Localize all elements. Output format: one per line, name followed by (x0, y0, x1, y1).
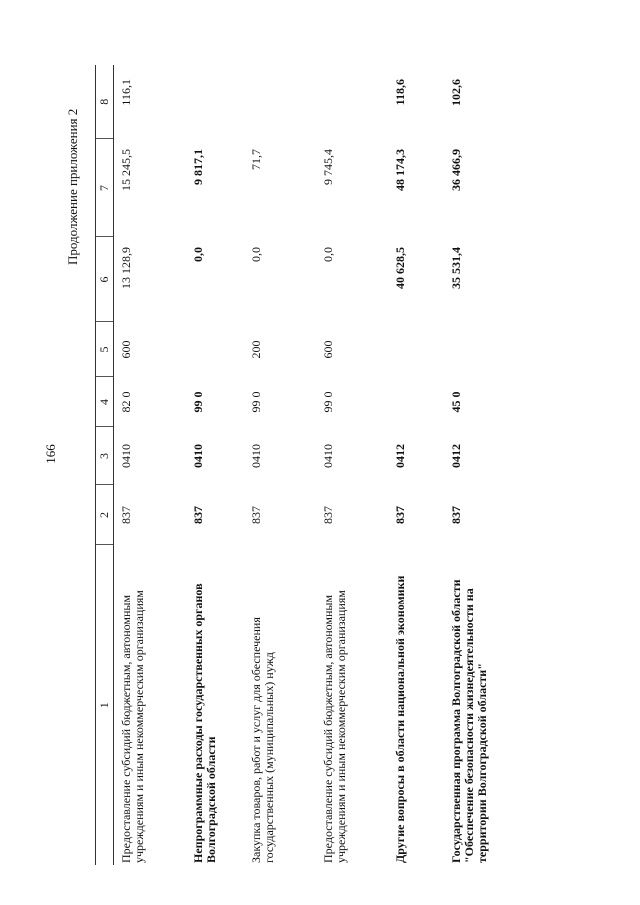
col-header-6: 6 (96, 237, 114, 322)
cell-plan: 35 531,4 (448, 247, 463, 289)
cell-section-code: 0412 (448, 444, 463, 468)
cell-actual: 15 245,5 (119, 149, 133, 191)
cell-expense-type: 600 (320, 340, 335, 359)
cell-plan: 0,0 (190, 247, 205, 262)
col-header-7: 7 (96, 139, 114, 237)
continuation-label: Продолжение приложения 2 (65, 108, 80, 265)
table-row (114, 65, 186, 865)
cell-percent: 118,6 (392, 79, 407, 106)
cell-actual: 9 817,1 (190, 149, 205, 185)
cell-percent (316, 65, 388, 139)
col-header-8: 8 (96, 65, 114, 139)
cell-target-code: 45 0 (448, 391, 463, 413)
cell-section-code: 0410 (248, 444, 263, 468)
row-name: Предоставление субсидий бюджетным, автономным учреждениям и иным некоммерческим организациям (119, 590, 146, 863)
budget-table (95, 65, 524, 865)
cell-plan: 13 128,9 (119, 247, 133, 289)
col-header-1: 1 (96, 545, 114, 865)
cell-plan: 0,0 (248, 247, 263, 262)
cell-admin-code: 837 (448, 506, 463, 524)
row-name: Другие вопросы в области национальной экономики (392, 575, 407, 863)
table-header (96, 65, 114, 865)
col-header-3: 3 (96, 427, 114, 485)
cell-admin-code: 837 (190, 506, 205, 524)
cell-target-code: 99 0 (190, 391, 205, 413)
cell-admin-code: 837 (119, 506, 133, 524)
cell-target-code: 82 0 (119, 391, 133, 413)
cell-expense-type (444, 322, 524, 377)
cell-plan: 0,0 (320, 247, 335, 262)
cell-target-code: 99 0 (320, 391, 335, 413)
table-row (244, 65, 316, 865)
cell-admin-code: 837 (392, 506, 407, 524)
table-row (444, 65, 524, 865)
cell-plan: 40 628,5 (392, 247, 407, 289)
cell-percent: 116,1 (119, 79, 133, 106)
header-row (96, 65, 114, 865)
cell-section-code: 0410 (119, 444, 133, 468)
table-body (114, 65, 524, 865)
cell-expense-type: 200 (248, 340, 263, 359)
cell-admin-code: 837 (320, 506, 335, 524)
cell-target-code (388, 377, 444, 427)
table-row (316, 65, 388, 865)
cell-actual: 36 466,9 (448, 149, 463, 191)
cell-admin-code: 837 (248, 506, 263, 524)
cell-percent (244, 65, 316, 139)
cell-expense-type (186, 322, 244, 377)
cell-expense-type: 600 (119, 340, 133, 359)
row-name: Предоставление субсидий бюджетным, автономным учреждениям и иным некоммерческим организациям (320, 590, 348, 863)
cell-actual: 71,7 (248, 149, 263, 170)
cell-actual: 48 174,3 (392, 149, 407, 191)
col-header-5: 5 (96, 322, 114, 377)
cell-percent: 102,6 (448, 79, 463, 106)
table-row (388, 65, 444, 865)
cell-expense-type (388, 322, 444, 377)
row-name: Государственная программа Волгоградской области "Обеспечение безопасности жизнедеятельности на территории Волгоградской области" (448, 579, 489, 863)
cell-section-code: 0410 (320, 444, 335, 468)
cell-percent (186, 65, 244, 139)
cell-section-code: 0410 (190, 444, 205, 468)
cell-actual: 9 745,4 (320, 149, 335, 185)
page-number: 166 (42, 444, 58, 464)
row-name: Непрограммные расходы государственных органов Волгоградской области (190, 583, 218, 863)
cell-section-code: 0412 (392, 444, 407, 468)
cell-target-code: 99 0 (248, 391, 263, 413)
row-name: Закупка товаров, работ и услуг для обеспечения государственных (муниципальных) нужд (248, 617, 276, 863)
col-header-4: 4 (96, 377, 114, 427)
col-header-2: 2 (96, 485, 114, 545)
table-row (186, 65, 244, 865)
